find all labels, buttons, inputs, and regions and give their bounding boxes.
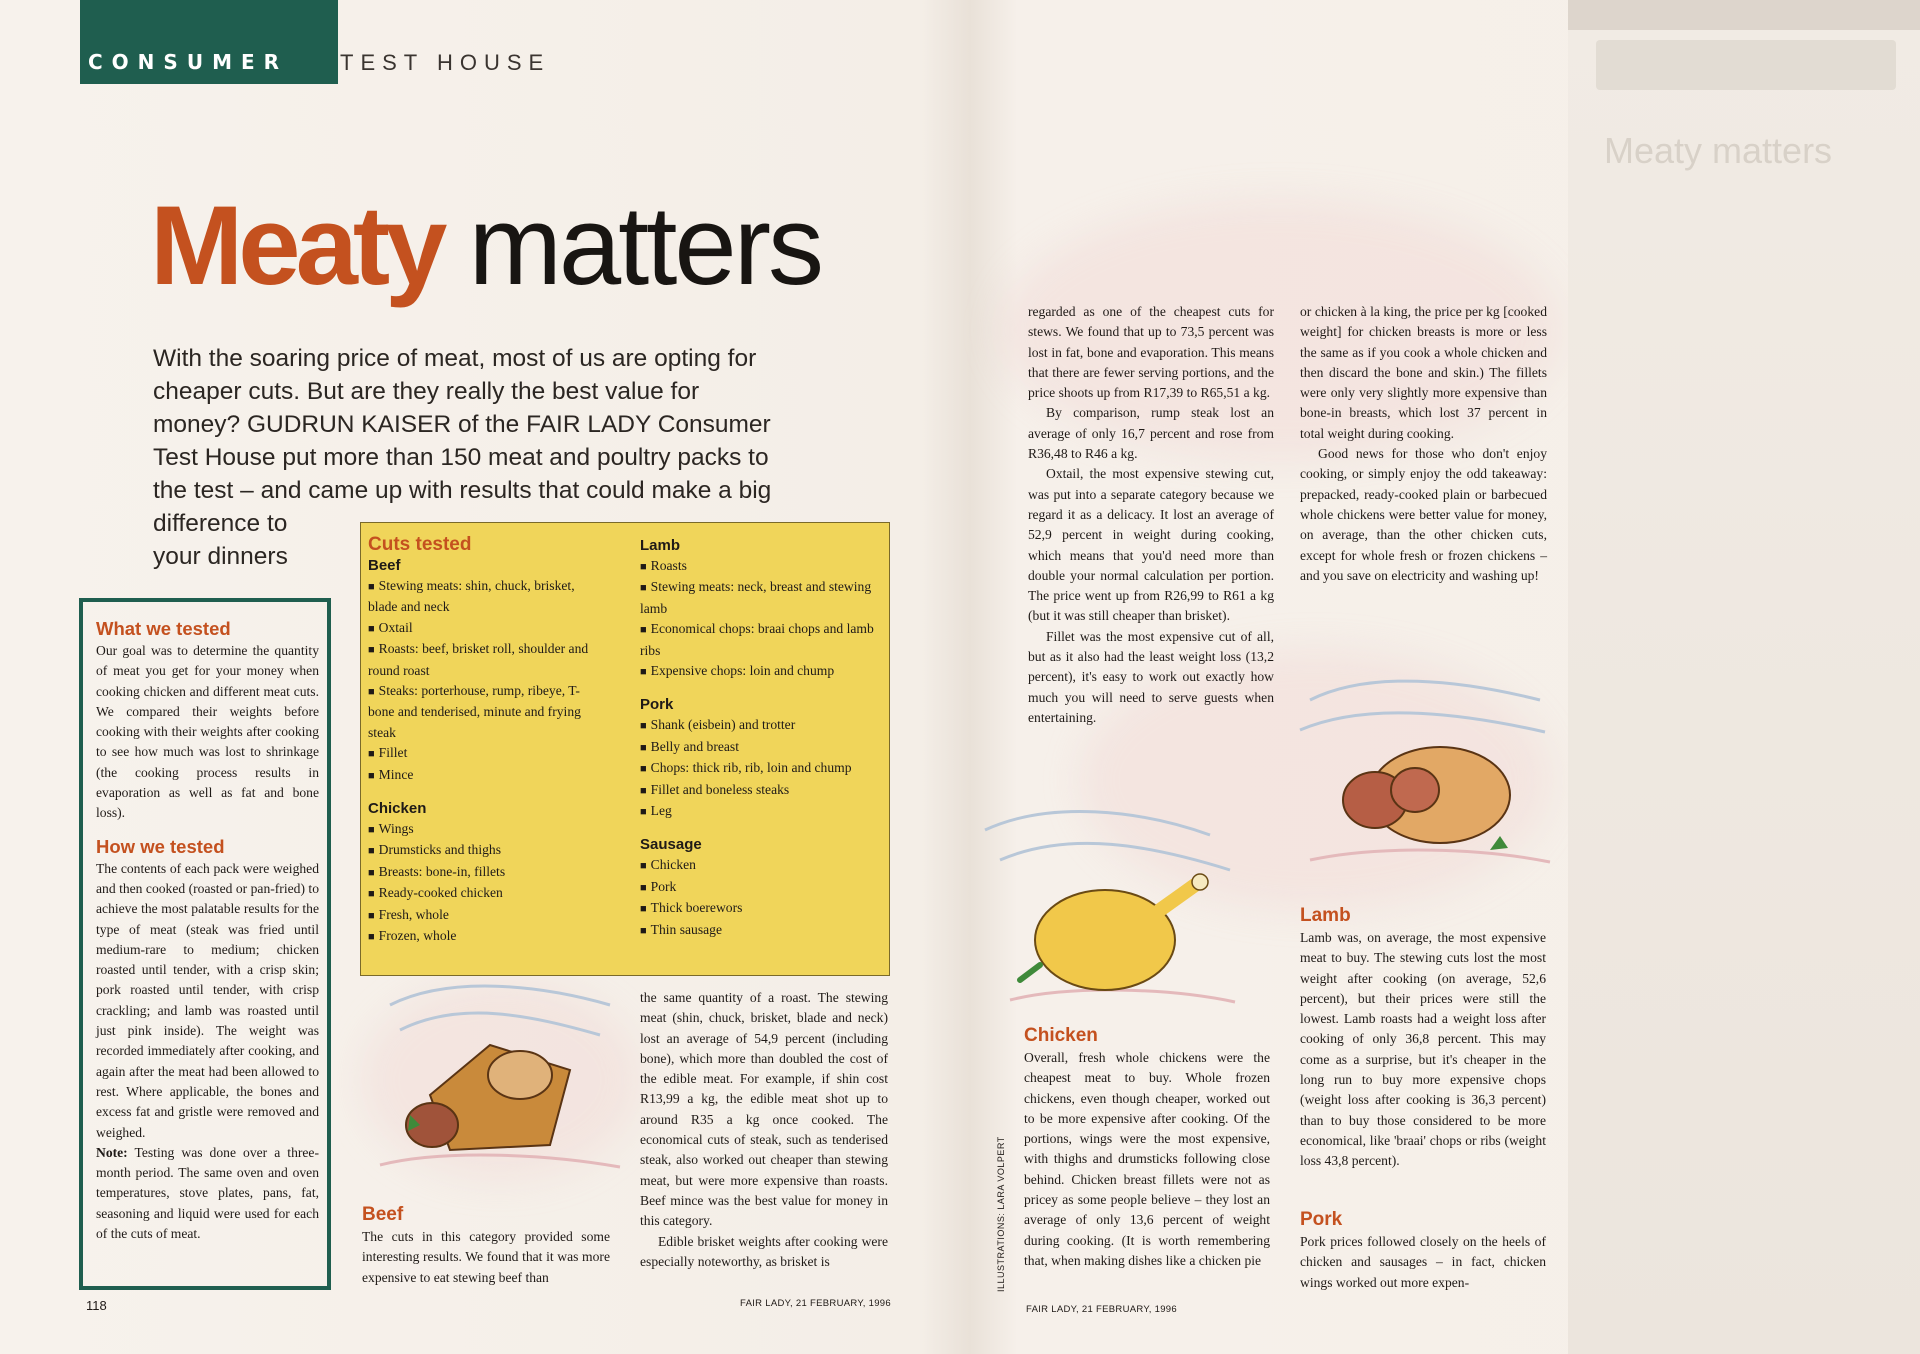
beef-paragraph: Oxtail, the most expensive stewing cut, was put into a separate category because we regard it as a delicacy. It lost an average of 52,9 percent in weight during cooking, which means that you'd need more than double your normal calculation per portion. The price went up from R26,99 to R61 a kg (but it was still cheaper than brisket).: [1028, 466, 1274, 624]
cuts-chicken-list: [368, 819, 593, 947]
lamb-paragraph: Lamb was, on average, the most expensive meat to buy. The stewing cuts lost the most weight after cooking (on average, 52,6 percent), but their prices were still the lowest. Lamb roasts had a weight loss after cooking of only 36,8 percent. This may come as a surprise, but it's cheaper in the long run to buy more expensive chops (weight loss after cooking is 36,3 percent) than to buy those considered to be more economical, like 'braai' chops or ribs (weight loss 43,8 percent).: [1300, 930, 1546, 1169]
ghost-title: Meaty matters: [1604, 130, 1833, 171]
list-item: ■ Thin sausage: [640, 920, 885, 941]
beef-section-col2: [640, 988, 888, 1272]
page-title: [150, 183, 821, 308]
cuts-tested-box: [360, 522, 890, 976]
list-item: ■ Chops: thick rib, rib, loin and chump: [640, 758, 885, 779]
cuts-beef-heading: Beef: [368, 557, 401, 574]
beef-section-col1: [362, 1203, 610, 1288]
illustration-credit: ILLUSTRATIONS: LARA VOLPERT: [996, 1136, 1006, 1292]
section-label-test-house: TEST HOUSE: [340, 50, 551, 75]
standfirst-line: the test – and came up with results that could make a big: [153, 477, 772, 504]
cuts-lamb-list: [640, 556, 885, 682]
beef-section-col3: [1028, 302, 1274, 728]
beef-paragraph: The cuts in this category provided some interesting results. We found that it was more expensive to eat stewing beef than: [362, 1229, 610, 1285]
title-word-meaty: Meaty: [150, 183, 443, 308]
cuts-tested-title: Cuts tested: [368, 534, 472, 555]
cuts-pork-heading: Pork: [640, 696, 674, 714]
standfirst-line: cheaper cuts. But are they really the best value for: [153, 378, 700, 405]
chicken-heading: Chicken: [1024, 1025, 1098, 1046]
standfirst-line: your dinners: [153, 543, 288, 570]
how-we-tested-heading: How we tested: [96, 835, 225, 857]
roast-chicken-illustration: [980, 790, 1250, 1020]
lamb-roast-illustration: [1290, 670, 1560, 890]
list-item: ■ Fillet and boneless steaks: [640, 780, 885, 801]
list-item: ■ Chicken: [640, 855, 885, 876]
beef-paragraph: the same quantity of a roast. The stewing meat (shin, chuck, brisket, blade and neck) lost an average of 54,9 percent (including bone), which more than doubled the cost of the edible meat. For example, if shin cost R13,99 a kg, the edible meat shot up to around R35 a kg once cooked. The economical cuts of steak, such as tenderised steak, also worked out cheaper than stewing meat, but were more expensive than roasts. Beef mince was the best value for money in this category.: [640, 990, 888, 1229]
chicken-section-col2: [1300, 302, 1547, 586]
list-item: ■ Ready-cooked chicken: [368, 883, 593, 904]
beef-heading: Beef: [362, 1204, 404, 1225]
chicken-paragraph: or chicken à la king, the price per kg [cooked weight] for chicken breasts is more or less the same as if you cook a whole chicken and then discard the bone and skin.) The fillets were only very slightly more expensive than bone-in breasts, which lost 37 percent in total weight during cooking.: [1300, 304, 1547, 441]
list-item: ■ Roasts: [640, 556, 885, 577]
pork-paragraph: Pork prices followed closely on the heels of chicken and sausages – in fact, chicken wings worked out more expen-: [1300, 1234, 1546, 1290]
list-item: ■ Leg: [640, 801, 885, 822]
cuts-sausage-heading: Sausage: [640, 836, 702, 854]
list-item: ■ Stewing meats: shin, chuck, brisket, blade and neck: [368, 576, 593, 618]
method-sidebar: [79, 598, 331, 1290]
how-we-tested-text: The contents of each pack were weighed and then cooked (roasted or pan-fried) to achieve the most palatable results for the type of meat (steak was fried until medium-rare to medium; chicken roasted until tender, with a crisp skin; pork roasted until tender, with crisp crackling; and lamb was roasted until just pink inside). The weight was recorded immediately after cooking, and again after the meat had been allowed to rest. Where applicable, the bones and excess fat and gristle were removed and weighed.: [96, 860, 319, 1140]
lamb-heading: Lamb: [1300, 905, 1351, 926]
standfirst-line: money? GUDRUN KAISER of the FAIR LADY Consumer: [153, 411, 771, 438]
list-item: ■ Steaks: porterhouse, rump, ribeye, T-bone and tenderised, minute and frying steak: [368, 681, 593, 743]
next-page-edge: [1568, 0, 1920, 1354]
list-item: ■ Fresh, whole: [368, 905, 593, 926]
ghost-band: [1596, 40, 1896, 90]
list-item: ■ Stewing meats: neck, breast and stewing lamb: [640, 577, 885, 619]
chicken-paragraph: Good news for those who don't enjoy cooking, or simply enjoy the odd takeaway: prepacked, ready-cooked plain or barbecued whole chickens were better value for money, on average, than the other chicken cuts, except for whole fresh or frozen chickens – and you save on electricity and washing up!: [1300, 446, 1547, 583]
note-label: Note:: [96, 1144, 128, 1160]
list-item: ■ Belly and breast: [640, 737, 885, 758]
page-number-left: 118: [86, 1298, 107, 1313]
cuts-column-right: [640, 535, 885, 941]
list-item: ■ Breasts: bone-in, fillets: [368, 862, 593, 883]
ghost-band: [1568, 0, 1920, 30]
lamb-section: [1300, 904, 1546, 1172]
cuts-lamb-heading: Lamb: [640, 537, 681, 554]
beef-roast-illustration: [370, 975, 630, 1185]
pork-section-col1: [1300, 1208, 1546, 1293]
beef-paragraph: By comparison, rump steak lost an average of only 16,7 percent and rose from R36,48 to R46 a kg.: [1028, 405, 1274, 462]
title-word-matters: matters: [468, 183, 821, 308]
list-item: ■ Fillet: [368, 743, 593, 764]
note-paragraph: [96, 1143, 319, 1244]
list-item: ■ Oxtail: [368, 618, 593, 639]
cuts-pork-list: [640, 715, 885, 822]
chicken-paragraph: Overall, fresh whole chickens were the cheapest meat to buy. Whole frozen chickens, even though cheaper, worked out to be more expensive after cooking. Of the portions, wings were the most expensive, with thighs and drumsticks following close behind. Chicken breast fillets were not as pricey as some people believe – they lost an average of only 13,6 percent of weight during cooking. (It is worth remembering that, when making dishes like a chicken pie: [1024, 1050, 1270, 1268]
what-we-tested-text: Our goal was to determine the quantity of meat you get for your money when cooking chicken and different meat cuts. We compared their weights before cooking with their weights after cooking to see how much was lost to shrinkage (the cooking process results in evaporation as well as fat and bone loss).: [96, 643, 319, 821]
list-item: ■ Mince: [368, 765, 593, 786]
list-item: ■ Wings: [368, 819, 593, 840]
issue-date-left: FAIR LADY, 21 FEBRUARY, 1996: [740, 1298, 891, 1309]
standfirst-line: With the soaring price of meat, most of us are opting for: [153, 345, 757, 372]
pork-heading: Pork: [1300, 1209, 1343, 1230]
chicken-section-col1: [1024, 1024, 1270, 1271]
list-item: ■ Drumsticks and thighs: [368, 840, 593, 861]
list-item: ■ Roasts: beef, brisket roll, shoulder and round roast: [368, 639, 593, 681]
standfirst-line: Test House put more than 150 meat and poultry packs to: [153, 444, 769, 471]
beef-paragraph: Fillet was the most expensive cut of all, but as it also had the least weight loss (13,2 percent), it's easy to work out exactly how much you will need to serve guests when entertaining.: [1028, 628, 1274, 725]
issue-date-right: FAIR LADY, 21 FEBRUARY, 1996: [1026, 1304, 1177, 1315]
cuts-sausage-list: [640, 855, 885, 941]
cuts-column-left: [368, 535, 593, 948]
beef-paragraph: Edible brisket weights after cooking were especially noteworthy, as brisket is: [640, 1233, 888, 1269]
cuts-beef-list: [368, 576, 593, 786]
list-item: ■ Expensive chops: loin and chump: [640, 661, 885, 682]
list-item: ■ Shank (eisbein) and trotter: [640, 715, 885, 736]
what-we-tested-heading: What we tested: [96, 618, 231, 639]
list-item: ■ Frozen, whole: [368, 926, 593, 947]
list-item: ■ Pork: [640, 877, 885, 898]
cuts-chicken-heading: Chicken: [368, 800, 427, 818]
note-text: Testing was done over a three-month period. The same oven and oven temperatures, stove plates, pans, fat, seasoning and liquid were used for each of the cuts of meat.: [96, 1144, 319, 1242]
beef-paragraph: regarded as one of the cheapest cuts for stews. We found that up to 73,5 percent was lost in fat, bone and evaporation. This means that there are fewer serving portions, and the price shoots up from R17,39 to R65,51 a kg.: [1028, 304, 1274, 401]
list-item: ■ Thick boerewors: [640, 898, 885, 919]
list-item: ■ Economical chops: braai chops and lamb ribs: [640, 619, 885, 661]
section-label-consumer: CONSUMER: [88, 50, 289, 74]
standfirst-line: difference to: [153, 510, 288, 537]
